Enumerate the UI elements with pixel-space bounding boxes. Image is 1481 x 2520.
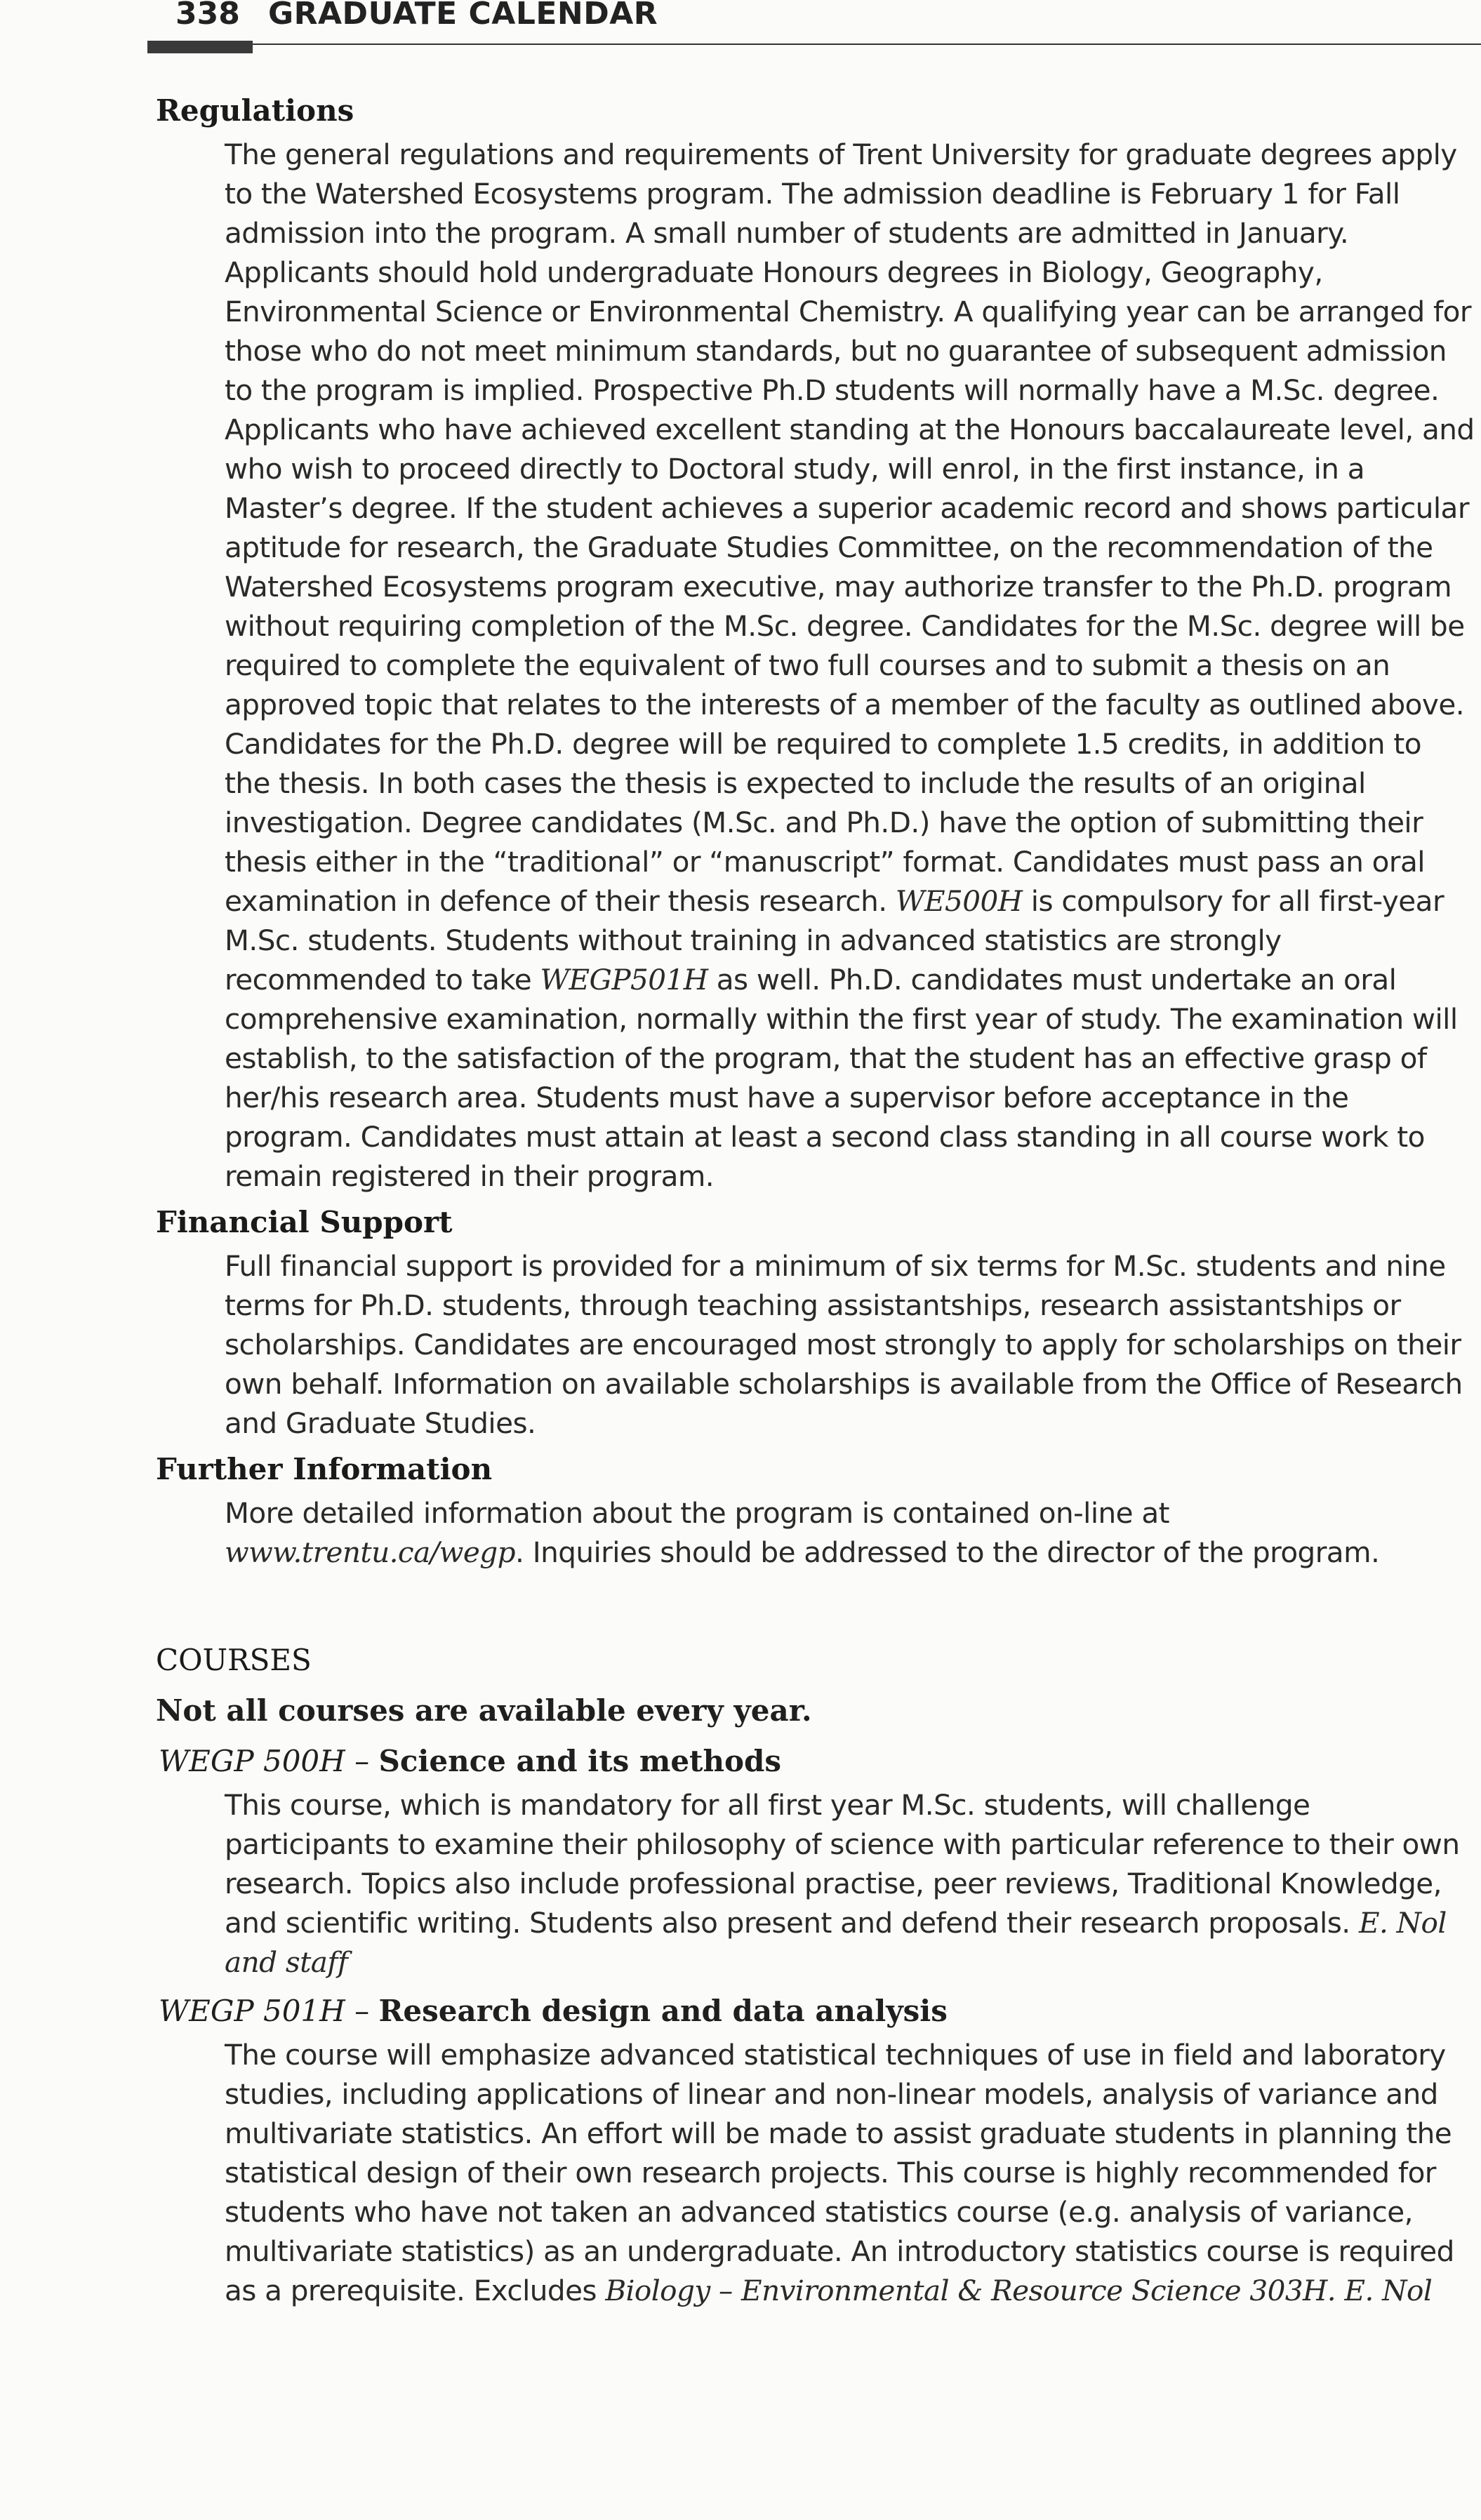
financial-support-heading: Financial Support xyxy=(156,1205,453,1239)
further-information-text xyxy=(225,1493,1475,1572)
course-excludes: Biology – Environmental & Resource Science 303H. E. Nol xyxy=(605,2274,1433,2307)
title-separator: – xyxy=(345,1744,379,1778)
program-url: www.trentu.ca/wegp xyxy=(225,1535,516,1569)
course-instructor: E. Nol and staff xyxy=(225,1906,1447,1979)
course-name: Research design and data analysis xyxy=(378,1994,948,2028)
regulations-heading: Regulations xyxy=(156,93,354,128)
course-description xyxy=(225,1785,1475,1982)
course-description-text: This course, which is mandatory for all first year M.Sc. students, will challenge participants to examine their philosophy of science with particular reference to their own research. Topics also include professional practise, peer reviews, Traditional Knowledge, and scientific writing. Students also present and defend their research proposals. xyxy=(225,1788,1460,1940)
course-name: Science and its methods xyxy=(378,1744,782,1778)
page-number: 338 xyxy=(175,0,240,32)
courses-heading: COURSES xyxy=(156,1643,312,1677)
financial-support-text: Full financial support is provided for a minimum of six terms for M.Sc. students and nine terms for Ph.D. students, through teaching assistantships, research assistantships or scholarships. Candidates are encouraged most strongly to apply for scholarships on their own behalf. Information on available scholarships is available from the Office of Research and Graduate Studies. xyxy=(225,1249,1463,1440)
courses-availability-note: Not all courses are available every year. xyxy=(156,1693,812,1728)
header-rule xyxy=(147,44,1481,45)
regulations-text-part-c: as well. Ph.D. candidates must undertake an oral comprehensive examination, normally within the first year of study. The examination will establish, to the satisfaction of the program, that the student has an effective grasp of her/his research area. Students must have a supervisor before acceptance in the program. Candidates must attain at least a second class standing in all course work to remain registered in their program. xyxy=(225,963,1458,1193)
course-code-reference: WEGP501H xyxy=(540,963,708,996)
regulations-text xyxy=(225,135,1475,1196)
regulations-text-part-b: is compulsory for all first-year M.Sc. students. Students without training in advanced statistics are strongly recommended to take xyxy=(225,884,1445,996)
further-information-heading: Further Information xyxy=(156,1452,493,1486)
title-separator: – xyxy=(345,1994,379,2028)
further-information-text-part-b: . Inquiries should be addressed to the director of the program. xyxy=(515,1535,1380,1569)
course-title xyxy=(159,1990,1475,2032)
header-bar xyxy=(147,41,253,53)
course-description xyxy=(225,2035,1475,2310)
course-code: WEGP 501H xyxy=(159,1994,345,2028)
regulations-text-part-a: The general regulations and requirements of Trent University for graduate degrees apply to the Watershed Ecosystems program. The admission deadline is February 1 for Fall admission into the program. A small number of students are admitted in January. Applicants should hold undergraduate Honours degrees in Biology, Geography, Environmental Science or Environmental Chemistry. A qualifying year can be arranged for those who do not meet minimum standards, but no guarantee of subsequent admission to the program is implied. Prospective Ph.D students will normally have a M.Sc. degree. Applicants who have achieved excellent standing at the Honours baccalaureate level, and who wish to proceed directly to Doctoral study, will enrol, in the first instance, in a Master’s degree. If the student achieves a superior academic record and shows particular aptitude for research, the Graduate Studies Committee, on the recommendation of the Watershed Ecosystems program executive, may authorize transfer to the Ph.D. program without requiring completion of the M.Sc. degree. Candidates for the M.Sc. degree will be required to complete the equivalent of two full courses and to submit a thesis on an approved topic that relates to the interests of a member of the faculty as outlined above. Candidates for the Ph.D. degree will be required to complete 1.5 credits, in addition to the thesis. In both cases the thesis is expected to include the results of an original investigation. Degree candidates (M.Sc. and Ph.D.) have the option of submitting their thesis either in the “traditional” or “manuscript” format. Candidates must pass an oral examination in defence of their thesis research. xyxy=(225,138,1475,918)
running-head: GRADUATE CALENDAR xyxy=(268,0,658,32)
course-code-reference: WE500H xyxy=(895,884,1023,918)
course-code: WEGP 500H xyxy=(159,1744,345,1778)
course-title xyxy=(159,1740,1475,1782)
page-header xyxy=(147,0,1481,42)
further-information-text-part-a: More detailed information about the program is contained on-line at xyxy=(225,1496,1169,1530)
page-content xyxy=(156,90,1475,2310)
course-description-text: The course will emphasize advanced statistical techniques of use in field and laboratory studies, including applications of linear and non-linear models, analysis of variance and multivariate statistics. An effort will be made to assist graduate students in planning the statistical design of their own research projects. This course is highly recommended for students who have not taken an advanced statistics course (e.g. analysis of variance, multivariate statistics) as an undergraduate. An introductory statistics course is required as a prerequisite. Excludes xyxy=(225,2038,1454,2307)
